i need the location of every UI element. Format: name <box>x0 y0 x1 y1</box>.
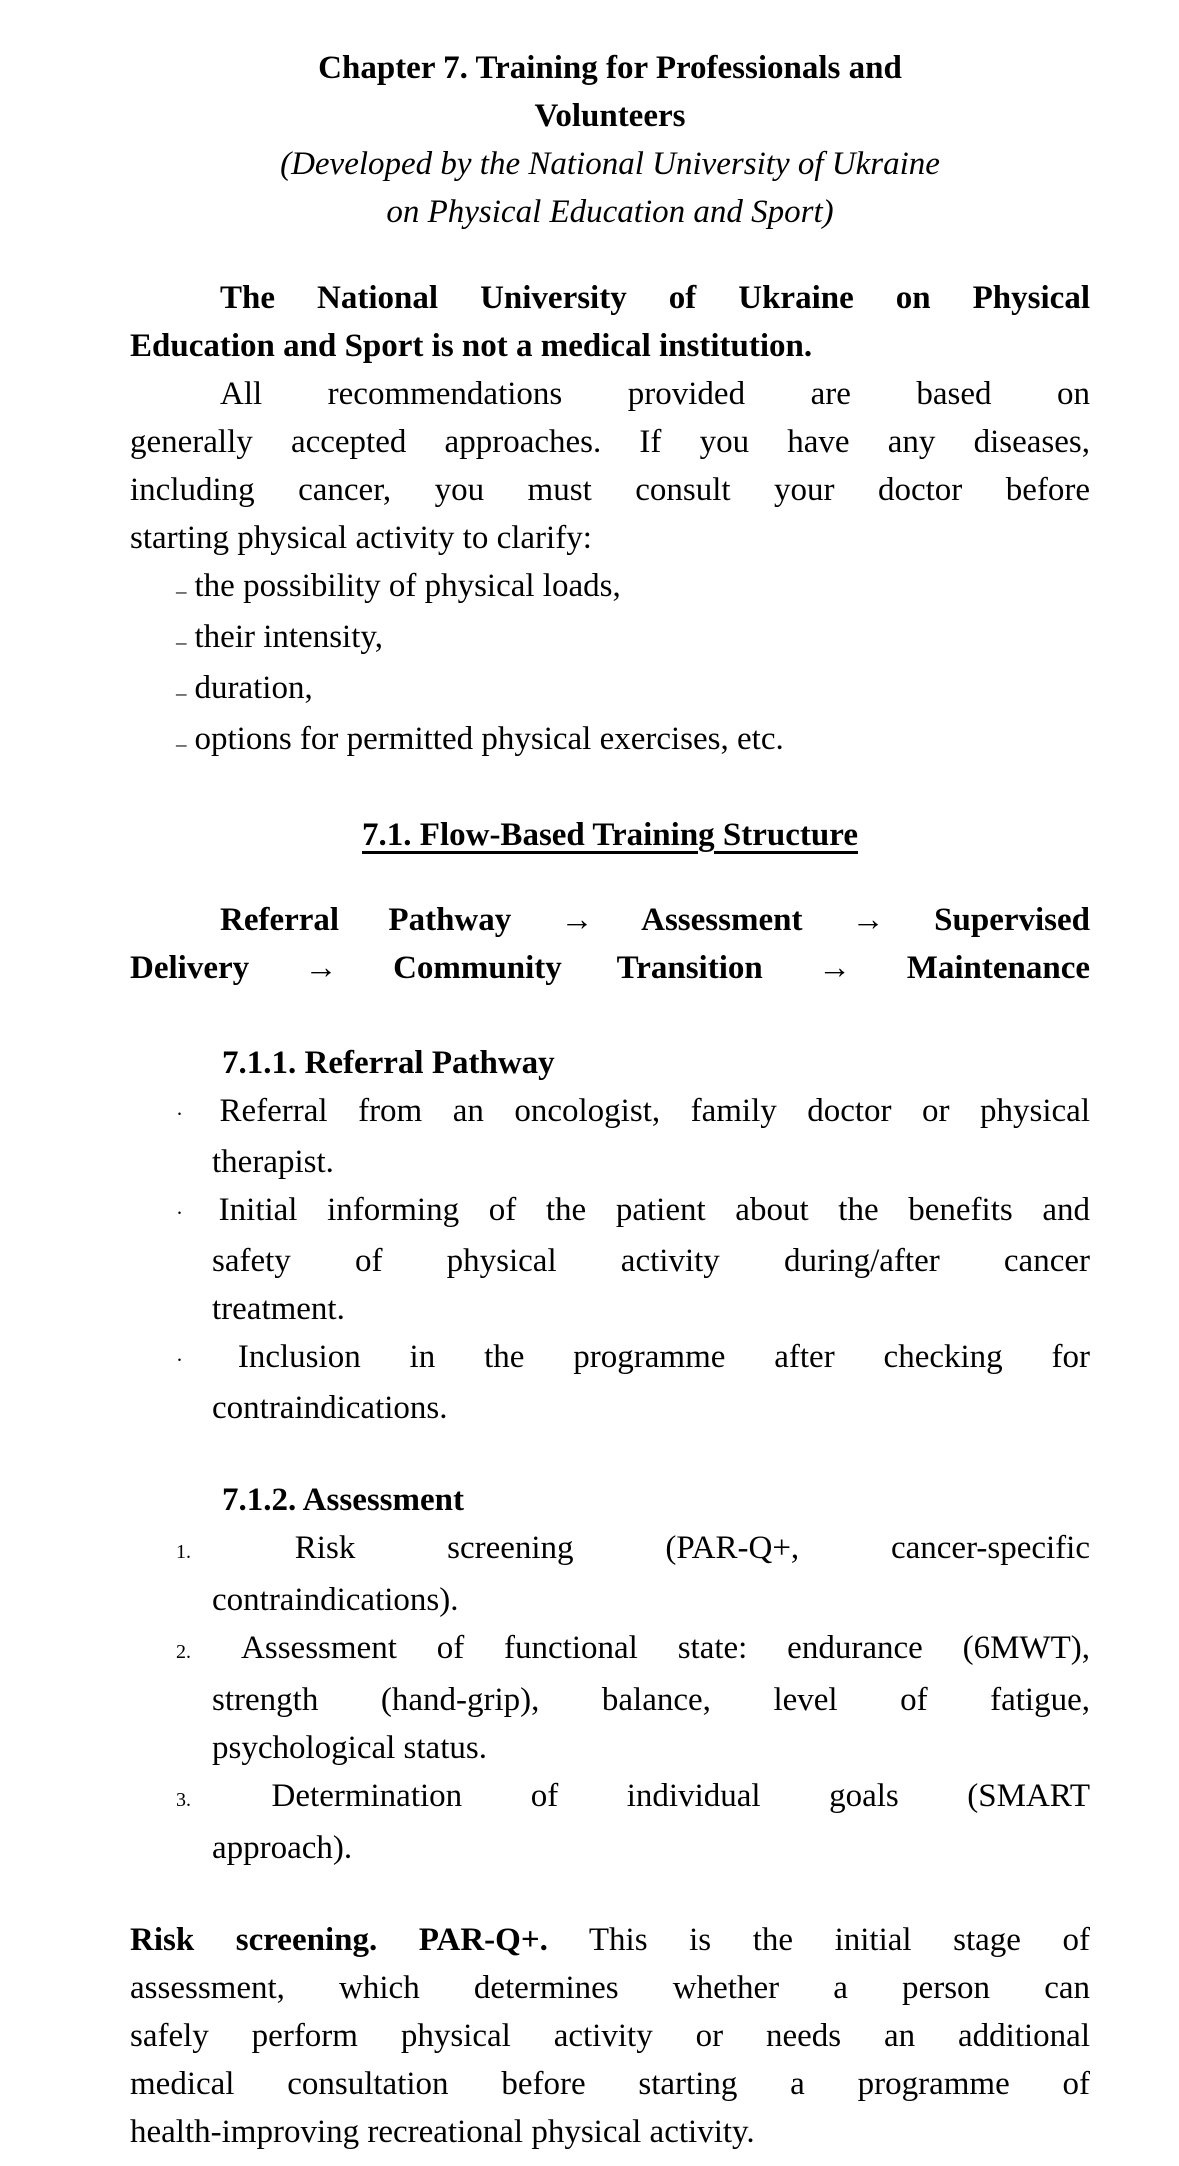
intro-paragraph <box>130 370 1090 562</box>
referral-bullet-list <box>130 1087 1090 1432</box>
chapter-title-line-2: Volunteers <box>534 98 686 134</box>
disclaimer-line-1: The National University of Ukraine on Physical <box>220 280 1090 316</box>
disclaimer-line-2: Education and Sport is not a medical institution. <box>130 328 813 364</box>
subheading-7-1-1: 7.1.1. Referral Pathway <box>222 1045 555 1081</box>
flow-paragraph <box>130 896 1090 992</box>
numbered-item-text: psychological status. <box>212 1730 487 1766</box>
intro-line-4: starting physical activity to clarify: <box>130 520 592 556</box>
list-number: 1. <box>176 1541 191 1563</box>
dash-item-text: the possibility of physical loads, <box>194 568 621 604</box>
risk-paragraph-text: assessment, which determines whether a person can <box>130 1970 1090 2006</box>
numbered-item-text: Determination of individual goals (SMART <box>271 1778 1090 1814</box>
bullet-item-text: Referral from an oncologist, family doctor or physical <box>219 1093 1090 1129</box>
risk-paragraph-text: medical consultation before starting a programme of <box>130 2066 1090 2102</box>
risk-paragraph-text: This is the initial stage of <box>588 1922 1091 1958</box>
intro-line-2: generally accepted approaches. If you have any diseases, <box>130 424 1090 460</box>
dash-item-text: their intensity, <box>194 619 383 655</box>
list-item <box>130 1624 1090 1772</box>
chapter-title <box>130 44 1090 140</box>
dash-item-text: options for permitted physical exercises, etc. <box>194 721 784 757</box>
intro-line-3: including cancer, you must consult your doctor before <box>130 472 1090 508</box>
list-item <box>130 1524 1090 1624</box>
flow-line-1: Referral Pathway → Assessment → Supervised <box>220 902 1090 938</box>
list-item <box>130 715 1090 766</box>
disclaimer-paragraph <box>130 274 1090 370</box>
chapter-subtitle <box>130 140 1090 236</box>
chapter-subtitle-line-1: (Developed by the National University of Ukraine <box>280 146 940 182</box>
dash-item-text: duration, <box>194 670 313 706</box>
section-heading-7-1: 7.1. Flow-Based Training Structure <box>362 817 858 853</box>
bullet-item-text: Inclusion in the programme after checking for <box>237 1339 1091 1375</box>
numbered-item-text: Risk screening (PAR-Q+, cancer-specific <box>294 1530 1090 1566</box>
chapter-subtitle-line-2: on Physical Education and Sport) <box>386 194 834 230</box>
dash-bullet-icon: – <box>176 630 187 654</box>
chapter-title-line-1: Chapter 7. Training for Professionals and <box>318 50 902 86</box>
risk-paragraph-text: safely perform physical activity or needs an additional <box>130 2018 1090 2054</box>
list-item <box>130 562 1090 613</box>
risk-paragraph-lead: Risk screening. PAR-Q+. <box>130 1922 548 1958</box>
list-item <box>130 613 1090 664</box>
dot-bullet-icon: · <box>176 1201 183 1225</box>
risk-paragraph-text: health-improving recreational physical activity. <box>130 2114 755 2150</box>
numbered-item-text: Assessment of functional state: endurance (6MWT), <box>241 1630 1090 1666</box>
numbered-item-text: strength (hand-grip), balance, level of fatigue, <box>212 1682 1090 1718</box>
subheading-7-1-2: 7.1.2. Assessment <box>222 1482 465 1518</box>
list-item <box>130 1772 1090 1872</box>
intro-line-1: All recommendations provided are based on <box>220 376 1090 412</box>
bullet-item-text: contraindications. <box>212 1390 448 1426</box>
dash-bullet-icon: – <box>176 579 187 603</box>
assessment-numbered-list <box>130 1524 1090 1872</box>
numbered-item-text: contraindications). <box>212 1582 459 1618</box>
list-number: 2. <box>176 1641 191 1663</box>
dot-bullet-icon: · <box>176 1102 183 1126</box>
dash-bullet-icon: – <box>176 681 187 705</box>
clarify-dash-list <box>130 562 1090 766</box>
dot-bullet-icon: · <box>176 1348 183 1372</box>
list-item <box>130 1333 1090 1432</box>
list-item <box>130 1186 1090 1333</box>
bullet-item-text: therapist. <box>212 1144 334 1180</box>
bullet-item-text: treatment. <box>212 1291 345 1327</box>
flow-line-2: Delivery → Community Transition → Maintenance <box>130 950 1090 986</box>
list-number: 3. <box>176 1789 191 1811</box>
list-item <box>130 664 1090 715</box>
dash-bullet-icon: – <box>176 732 187 756</box>
bullet-item-text: Initial informing of the patient about the benefits and <box>218 1192 1091 1228</box>
list-item <box>130 1087 1090 1186</box>
risk-screening-paragraph <box>130 1916 1090 2156</box>
bullet-item-text: safety of physical activity during/after cancer <box>212 1243 1090 1279</box>
numbered-item-text: approach). <box>212 1830 353 1866</box>
